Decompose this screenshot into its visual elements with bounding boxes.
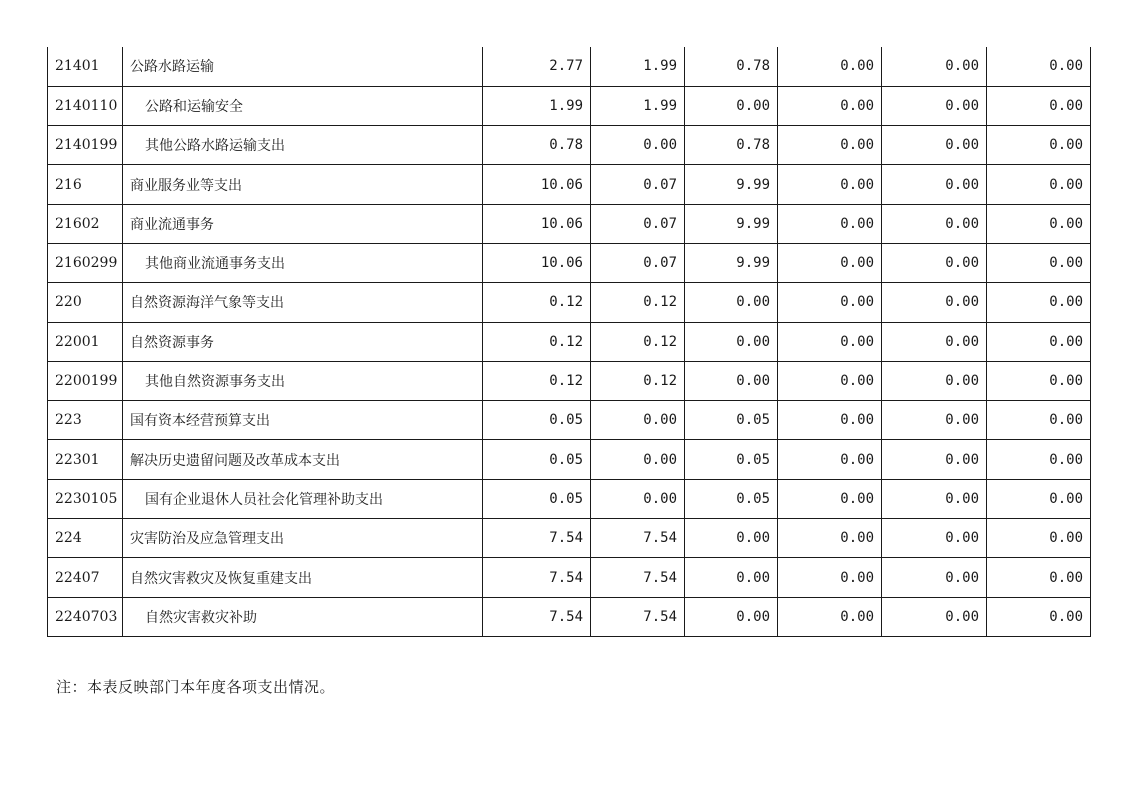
amount-cell-2: 0.07: [591, 204, 685, 243]
amount-cell-6: 0.00: [987, 283, 1091, 322]
amount-cell-3: 0.00: [685, 519, 778, 558]
table-row: [48, 283, 1091, 322]
subject-code-cell: 220: [48, 283, 123, 322]
amount-cell-1: 1.99: [483, 86, 591, 125]
amount-cell-6: 0.00: [987, 322, 1091, 361]
amount-cell-6: 0.00: [987, 401, 1091, 440]
amount-cell-1: 0.05: [483, 401, 591, 440]
subject-code-cell: 22301: [48, 440, 123, 479]
amount-cell-6: 0.00: [987, 597, 1091, 636]
amount-cell-5: 0.00: [882, 322, 987, 361]
table-row: [48, 204, 1091, 243]
amount-cell-5: 0.00: [882, 401, 987, 440]
subject-name-cell: 自然灾害救灾及恢复重建支出: [123, 558, 483, 597]
amount-cell-4: 0.00: [778, 361, 882, 400]
subject-code-cell: 22407: [48, 558, 123, 597]
amount-cell-3: 0.00: [685, 597, 778, 636]
subject-name-cell: 灾害防治及应急管理支出: [123, 519, 483, 558]
subject-code-cell: 223: [48, 401, 123, 440]
amount-cell-2: 0.12: [591, 283, 685, 322]
amount-cell-2: 0.00: [591, 126, 685, 165]
amount-cell-3: 9.99: [685, 165, 778, 204]
subject-code-cell: 2200199: [48, 361, 123, 400]
amount-cell-2: 0.07: [591, 165, 685, 204]
amount-cell-5: 0.00: [882, 519, 987, 558]
table-row: [48, 519, 1091, 558]
amount-cell-4: 0.00: [778, 243, 882, 282]
amount-cell-4: 0.00: [778, 440, 882, 479]
amount-cell-4: 0.00: [778, 86, 882, 125]
amount-cell-6: 0.00: [987, 479, 1091, 518]
amount-cell-2: 0.12: [591, 361, 685, 400]
subject-code-cell: 21602: [48, 204, 123, 243]
amount-cell-6: 0.00: [987, 47, 1091, 86]
subject-name-cell: 公路和运输安全: [123, 86, 483, 125]
table-row: [48, 243, 1091, 282]
subject-name-cell: 公路水路运输: [123, 47, 483, 86]
amount-cell-3: 0.05: [685, 440, 778, 479]
amount-cell-6: 0.00: [987, 204, 1091, 243]
amount-cell-5: 0.00: [882, 243, 987, 282]
amount-cell-3: 0.05: [685, 479, 778, 518]
amount-cell-4: 0.00: [778, 597, 882, 636]
subject-name-cell: 商业服务业等支出: [123, 165, 483, 204]
amount-cell-1: 10.06: [483, 204, 591, 243]
amount-cell-1: 0.05: [483, 479, 591, 518]
amount-cell-4: 0.00: [778, 558, 882, 597]
amount-cell-4: 0.00: [778, 401, 882, 440]
amount-cell-2: 1.99: [591, 47, 685, 86]
amount-cell-1: 0.05: [483, 440, 591, 479]
amount-cell-5: 0.00: [882, 597, 987, 636]
table-row: [48, 361, 1091, 400]
amount-cell-4: 0.00: [778, 479, 882, 518]
amount-cell-6: 0.00: [987, 440, 1091, 479]
amount-cell-2: 7.54: [591, 597, 685, 636]
amount-cell-4: 0.00: [778, 283, 882, 322]
amount-cell-1: 2.77: [483, 47, 591, 86]
amount-cell-3: 0.78: [685, 47, 778, 86]
subject-code-cell: 2240703: [48, 597, 123, 636]
expenditure-table: [47, 47, 1091, 637]
subject-code-cell: 2160299: [48, 243, 123, 282]
table-note: 注：本表反映部门本年度各项支出情况。: [56, 678, 336, 696]
subject-code-cell: 22001: [48, 322, 123, 361]
amount-cell-6: 0.00: [987, 243, 1091, 282]
table-row: [48, 440, 1091, 479]
amount-cell-5: 0.00: [882, 440, 987, 479]
amount-cell-3: 0.00: [685, 361, 778, 400]
amount-cell-6: 0.00: [987, 165, 1091, 204]
amount-cell-5: 0.00: [882, 47, 987, 86]
amount-cell-1: 0.78: [483, 126, 591, 165]
amount-cell-4: 0.00: [778, 47, 882, 86]
amount-cell-3: 0.05: [685, 401, 778, 440]
amount-cell-1: 7.54: [483, 519, 591, 558]
amount-cell-5: 0.00: [882, 126, 987, 165]
amount-cell-4: 0.00: [778, 165, 882, 204]
subject-name-cell: 国有企业退休人员社会化管理补助支出: [123, 479, 483, 518]
subject-code-cell: 216: [48, 165, 123, 204]
table-row: [48, 597, 1091, 636]
subject-code-cell: 224: [48, 519, 123, 558]
subject-code-cell: 2140110: [48, 86, 123, 125]
amount-cell-1: 0.12: [483, 322, 591, 361]
amount-cell-4: 0.00: [778, 126, 882, 165]
amount-cell-1: 0.12: [483, 283, 591, 322]
amount-cell-2: 7.54: [591, 519, 685, 558]
amount-cell-4: 0.00: [778, 322, 882, 361]
table-body: [48, 47, 1091, 636]
table-row: [48, 479, 1091, 518]
subject-name-cell: 自然资源海洋气象等支出: [123, 283, 483, 322]
amount-cell-1: 0.12: [483, 361, 591, 400]
amount-cell-3: 9.99: [685, 243, 778, 282]
table-row: [48, 558, 1091, 597]
amount-cell-1: 7.54: [483, 597, 591, 636]
subject-code-cell: 2230105: [48, 479, 123, 518]
amount-cell-2: 0.07: [591, 243, 685, 282]
table-row: [48, 126, 1091, 165]
amount-cell-5: 0.00: [882, 479, 987, 518]
subject-name-cell: 国有资本经营预算支出: [123, 401, 483, 440]
amount-cell-6: 0.00: [987, 86, 1091, 125]
amount-cell-2: 0.00: [591, 479, 685, 518]
table-row: [48, 165, 1091, 204]
amount-cell-2: 0.00: [591, 440, 685, 479]
amount-cell-5: 0.00: [882, 361, 987, 400]
amount-cell-5: 0.00: [882, 204, 987, 243]
amount-cell-6: 0.00: [987, 519, 1091, 558]
amount-cell-5: 0.00: [882, 283, 987, 322]
table-row: [48, 401, 1091, 440]
amount-cell-6: 0.00: [987, 361, 1091, 400]
amount-cell-1: 7.54: [483, 558, 591, 597]
amount-cell-6: 0.00: [987, 558, 1091, 597]
amount-cell-1: 10.06: [483, 243, 591, 282]
subject-name-cell: 其他商业流通事务支出: [123, 243, 483, 282]
amount-cell-1: 10.06: [483, 165, 591, 204]
amount-cell-5: 0.00: [882, 165, 987, 204]
subject-code-cell: 2140199: [48, 126, 123, 165]
amount-cell-3: 0.00: [685, 86, 778, 125]
amount-cell-3: 0.00: [685, 558, 778, 597]
amount-cell-5: 0.00: [882, 86, 987, 125]
amount-cell-6: 0.00: [987, 126, 1091, 165]
amount-cell-3: 0.00: [685, 322, 778, 361]
table-row: [48, 322, 1091, 361]
amount-cell-3: 0.00: [685, 283, 778, 322]
subject-code-cell: 21401: [48, 47, 123, 86]
amount-cell-4: 0.00: [778, 519, 882, 558]
amount-cell-3: 0.78: [685, 126, 778, 165]
subject-name-cell: 其他自然资源事务支出: [123, 361, 483, 400]
subject-name-cell: 商业流通事务: [123, 204, 483, 243]
subject-name-cell: 其他公路水路运输支出: [123, 126, 483, 165]
amount-cell-2: 0.12: [591, 322, 685, 361]
amount-cell-5: 0.00: [882, 558, 987, 597]
amount-cell-2: 0.00: [591, 401, 685, 440]
amount-cell-4: 0.00: [778, 204, 882, 243]
amount-cell-2: 7.54: [591, 558, 685, 597]
table-row: [48, 47, 1091, 86]
amount-cell-3: 9.99: [685, 204, 778, 243]
table-row: [48, 86, 1091, 125]
subject-name-cell: 自然资源事务: [123, 322, 483, 361]
subject-name-cell: 自然灾害救灾补助: [123, 597, 483, 636]
amount-cell-2: 1.99: [591, 86, 685, 125]
subject-name-cell: 解决历史遗留问题及改革成本支出: [123, 440, 483, 479]
